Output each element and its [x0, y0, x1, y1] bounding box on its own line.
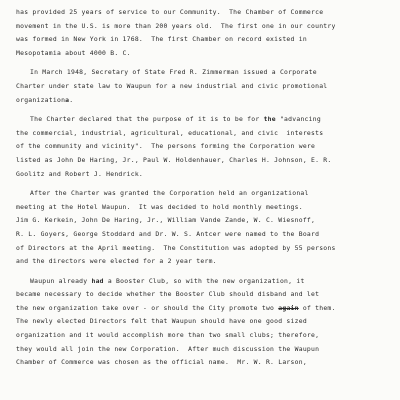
- text-line: was formed in New York in 1768. The first Chamber on record existed in: [16, 35, 307, 44]
- text-line: and the directors were elected for a 2 year term.: [16, 257, 217, 266]
- text-line: The newly elected Directors felt that Waupun should have one good sized: [16, 317, 307, 326]
- text-line: After the Charter was granted the Corporation held an organizational: [30, 189, 309, 198]
- text-line: the commercial, industrial, agricultural, educational, and civic interests: [16, 128, 324, 137]
- text-line: [16, 113, 400, 127]
- line-text: the new organization take over - or should the City promote two: [16, 303, 279, 312]
- overtyped-text: the: [263, 115, 276, 124]
- text-line: Mesopotamia about 4000 B. C.: [16, 48, 131, 57]
- line-text: "advancing: [275, 115, 321, 124]
- text-line: Charter under state law to Waupun for a new industrial and civic promotional: [16, 81, 328, 90]
- text-line: [16, 302, 400, 316]
- text-line: they would all join the new Corporation. After much discussion the Waupun: [16, 344, 320, 353]
- text-line: has provided 25 years of service to our Community. The Chamber of Commerce: [16, 8, 324, 16]
- text-line: of the community and vicinity". The persons forming the Corporation were: [16, 142, 316, 151]
- overtyped-text: a: [65, 95, 70, 104]
- text-line: organization and it would accomplish more than two small clubs; therefore,: [16, 331, 320, 340]
- text-line: [16, 94, 400, 108]
- text-line: Jim G. Kerkein, John De Haring, Jr., William Vande Zande, W. C. Wiesnoff,: [16, 216, 316, 225]
- text-line: [16, 275, 400, 289]
- line-text: a Booster Club, so with the new organization, it: [103, 276, 305, 285]
- text-line: In March 1948, Secretary of State Fred R. Zimmerman issued a Corporate: [30, 68, 317, 77]
- text-line: listed as John De Haring, Jr., Paul W. Holdenhauer, Charles H. Johnson, E. R.: [16, 155, 332, 164]
- struck-text: again: [278, 303, 299, 312]
- text-line: of Directors at the April meeting. The Constitution was adopted by 55 persons: [16, 243, 336, 252]
- text-line: meeting at the Hotel Waupun. It was decided to hold monthly meetings.: [16, 202, 303, 211]
- line-text: .: [69, 95, 74, 104]
- line-text: organization: [16, 95, 66, 104]
- line-text: Waupun already: [30, 276, 92, 285]
- text-line: Goolitz and Robert J. Hendrick.: [16, 169, 144, 178]
- text-line: Chamber of Commerce was chosen as the official name. Mr. W. R. Larson,: [16, 358, 307, 367]
- text-line: movement in the U.S. is more than 200 years old. The first one in our country: [16, 21, 336, 30]
- document-body: [16, 6, 400, 370]
- overtyped-text: had: [91, 276, 104, 285]
- text-line: R. L. Goyers, George Stoddard and Dr. W. S. Antcer were named to the Board: [16, 229, 320, 238]
- line-text: of them.: [298, 303, 336, 312]
- text-line: became necessary to decide whether the Booster Club should disband and let: [16, 290, 320, 299]
- line-text: The Charter declared that the purpose of it is to be for: [30, 115, 264, 124]
